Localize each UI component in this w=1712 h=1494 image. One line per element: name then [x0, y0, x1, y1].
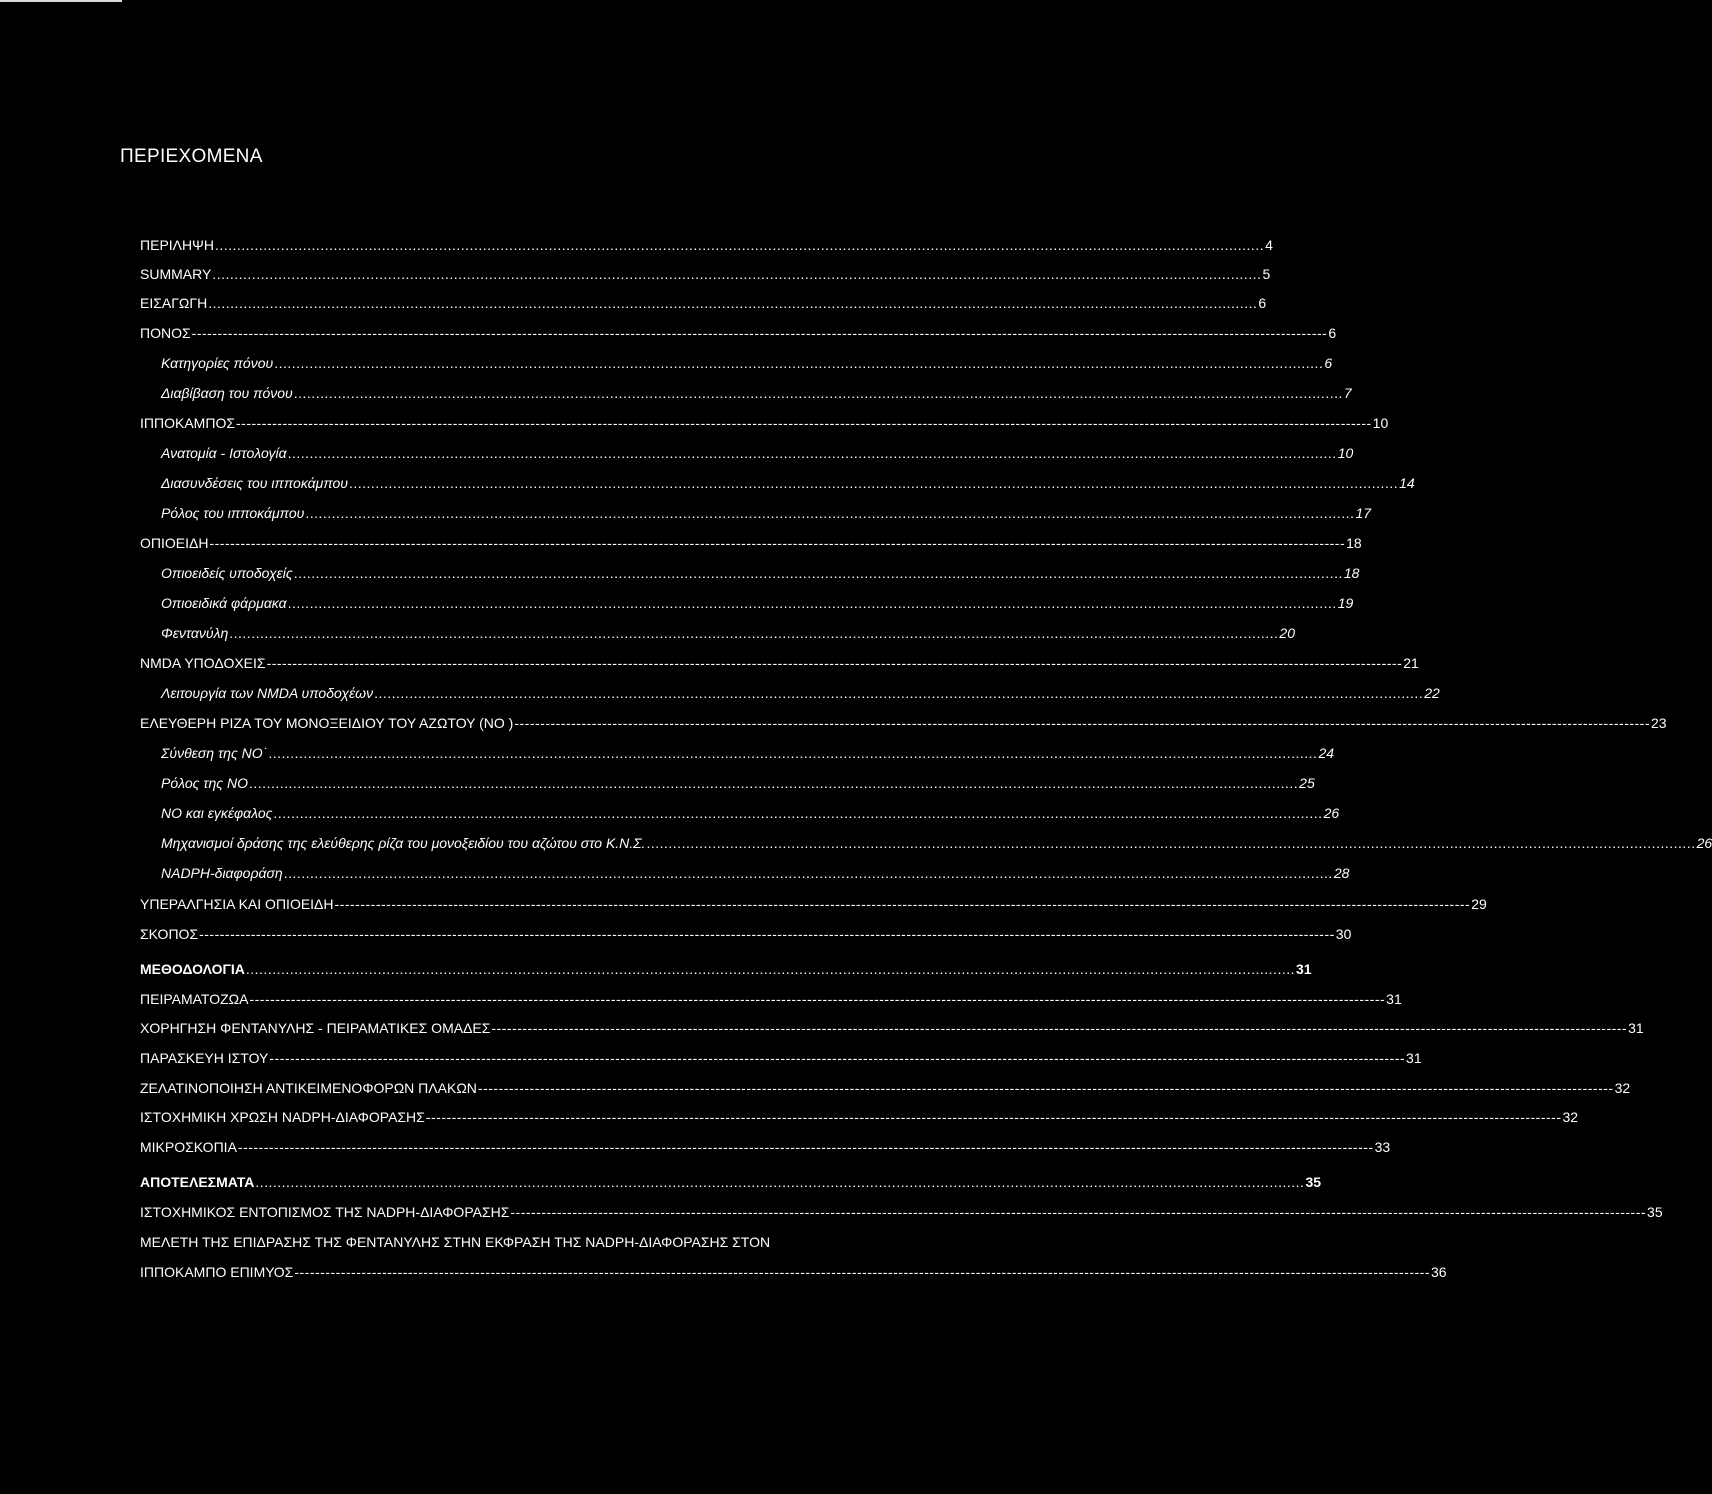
toc-entry-label: NO και εγκέφαλος: [161, 805, 273, 821]
toc-entry: [161, 680, 1440, 702]
toc-entry-page: 18: [1343, 565, 1360, 581]
toc-entry-label: Ρόλος της NO: [161, 775, 249, 791]
toc-entry-page: 26: [1696, 835, 1712, 851]
toc-leader: ...............................................................................................................................................................................................................................................: [214, 237, 1265, 253]
toc-entry-page: 6: [1258, 295, 1267, 311]
toc-entry-label: Ανατομία - Ιστολογία: [161, 445, 287, 461]
toc-entry-label: Σύνθεση της ΝΟ˙: [161, 745, 268, 761]
toc-entry-label: SUMMARY: [140, 266, 212, 282]
toc-entry-label: ΙΠΠΟΚΑΜΠΟ ΕΠΙΜΥΟΣ: [140, 1264, 294, 1280]
toc-entry: [161, 620, 1295, 642]
toc-leader: ...............................................................................................................................................................................................................................................: [229, 625, 1279, 641]
toc-entry: [161, 500, 1372, 522]
toc-entry-page: 25: [1299, 775, 1315, 791]
toc-leader: ...............................................................................................................................................................................................................................................: [208, 295, 1258, 311]
toc-entry: [140, 1169, 1322, 1191]
toc-leader: ----------------------------------------------------------------------------------------------------------------------------------------------------------------------------------------------------------------------------: [237, 1139, 1374, 1155]
toc-leader: ----------------------------------------------------------------------------------------------------------------------------------------------------------------------------------------------------------------------------: [209, 535, 1346, 551]
toc-entry: [140, 921, 1352, 943]
toc-entry: [140, 1134, 1391, 1156]
toc-entry: [161, 860, 1350, 882]
toc-entry-label: ΥΠΕΡΑΛΓΗΣΙΑ ΚΑΙ ΟΠΙΟΕΙΔΗ: [140, 896, 334, 912]
toc-leader: ...............................................................................................................................................................................................................................................: [268, 745, 1318, 761]
toc-entry: [140, 1075, 1631, 1097]
toc-leader: ...............................................................................................................................................................................................................................................: [287, 445, 1337, 461]
toc-leader: ----------------------------------------------------------------------------------------------------------------------------------------------------------------------------------------------------------------------------: [236, 415, 1372, 431]
toc-entry: [161, 350, 1333, 372]
toc-entry-page: 26: [1323, 805, 1340, 821]
toc-entry-label: Οπιοειδικά φάρμακα: [161, 595, 287, 611]
toc-entry-page: 22: [1424, 685, 1440, 701]
toc-leader: ...............................................................................................................................................................................................................................................: [293, 565, 1343, 581]
page-title: ΠΕΡΙΕΧΟΜΕΝΑ: [120, 146, 263, 167]
toc-entry: [140, 956, 1312, 978]
toc-entry-label: ΣΚΟΠΟΣ: [140, 926, 199, 942]
toc-entry-page: 31: [1386, 991, 1402, 1007]
toc-entry-page: 5: [1262, 266, 1271, 282]
toc-leader: ----------------------------------------------------------------------------------------------------------------------------------------------------------------------------------------------------------------------------: [199, 926, 1335, 942]
toc-entry: [140, 650, 1419, 672]
toc-leader: ----------------------------------------------------------------------------------------------------------------------------------------------------------------------------------------------------------------------------: [334, 896, 1471, 912]
toc-leader: ...............................................................................................................................................................................................................................................: [283, 865, 1333, 881]
toc-entry-label: ΙΠΠΟΚΑΜΠΟΣ: [140, 415, 235, 431]
toc-entry-page: 10: [1372, 415, 1389, 431]
toc-entry-label: NMDA ΥΠΟΔΟΧΕΙΣ: [140, 655, 266, 671]
toc-entry: [140, 1045, 1422, 1067]
toc-entry-label: ΑΠΟΤΕΛΕΣΜΑΤΑ: [140, 1174, 255, 1190]
toc-entry-page: 30: [1335, 926, 1352, 942]
toc-entry-label: ΖΕΛΑΤΙΝΟΠΟΙΗΣΗ ΑΝΤΙΚΕΙΜΕΝΟΦΟΡΩΝ ΠΛΑΚΩΝ: [140, 1080, 477, 1096]
toc-entry-page: 19: [1337, 595, 1354, 611]
toc-entry: [140, 1199, 1663, 1221]
toc-entry-label: Κατηγορίες πόνου: [161, 355, 274, 371]
toc-entry-label: Διασυνδέσεις του ιπποκάμπου: [161, 475, 348, 491]
toc-leader: ...............................................................................................................................................................................................................................................: [305, 505, 1355, 521]
toc-entry: [140, 530, 1362, 552]
toc-entry-label: Φεντανύλη: [161, 625, 229, 641]
toc-entry-page: 10: [1337, 445, 1354, 461]
toc-entry: [140, 410, 1389, 432]
toc-entry: [161, 470, 1415, 492]
toc-entry: [161, 740, 1335, 762]
toc-entry-page: 36: [1431, 1264, 1447, 1280]
toc-leader: ...............................................................................................................................................................................................................................................: [348, 475, 1399, 491]
toc-entry: [161, 800, 1340, 822]
toc-entry-page: 28: [1333, 865, 1350, 881]
toc-entry-label: Λειτουργία των NMDA υποδοχέων: [161, 685, 374, 701]
toc-leader: ...............................................................................................................................................................................................................................................: [245, 961, 1296, 977]
toc-leader: ...............................................................................................................................................................................................................................................: [374, 685, 1424, 701]
toc-entry: [140, 290, 1267, 312]
toc-entry-label: ΙΣΤΟΧΗΜΙΚΟΣ ΕΝΤΟΠΙΣΜΟΣ ΤΗΣ NADPH-ΔΙΑΦΟΡΑΣΗΣ: [140, 1204, 510, 1220]
toc-entry-page: 6: [1324, 355, 1333, 371]
toc-leader: ----------------------------------------------------------------------------------------------------------------------------------------------------------------------------------------------------------------------------: [514, 715, 1651, 731]
toc-entry-label: ΕΛΕΥΘΕΡΗ ΡΙΖΑ ΤΟΥ ΜΟΝΟΞΕΙΔΙΟΥ ΤΟΥ ΑΖΩΤΟΥ (NO ): [140, 715, 514, 731]
toc-entry-page: 29: [1471, 896, 1487, 912]
toc-entry-page: 6: [1328, 325, 1337, 341]
toc-entry-page: 31: [1406, 1050, 1422, 1066]
toc-entry-page: 20: [1279, 625, 1295, 641]
toc-entry-label: ΕΙΣΑΓΩΓΗ: [140, 295, 208, 311]
toc-leader: ...............................................................................................................................................................................................................................................: [287, 595, 1337, 611]
toc-entry: [140, 710, 1667, 732]
toc-entry: [140, 891, 1487, 913]
toc-entry-page: 31: [1628, 1020, 1644, 1036]
toc-leader: ----------------------------------------------------------------------------------------------------------------------------------------------------------------------------------------------------------------------------: [191, 325, 1328, 341]
toc-entry: [140, 1259, 1447, 1281]
toc-entry-page: 14: [1399, 475, 1415, 491]
toc-entry: [161, 560, 1360, 582]
toc-entry: [140, 320, 1337, 342]
toc-entry-label: ΠΕΙΡΑΜΑΤΟΖΩΑ: [140, 991, 249, 1007]
toc-entry-label: ΧΟΡΗΓΗΣΗ ΦΕΝΤΑΝΥΛΗΣ - ΠΕΙΡΑΜΑΤΙΚΕΣ ΟΜΑΔΕΣ: [140, 1020, 491, 1036]
toc-leader: ...............................................................................................................................................................................................................................................: [249, 775, 1299, 791]
toc-leader: ----------------------------------------------------------------------------------------------------------------------------------------------------------------------------------------------------------------------------: [294, 1264, 1430, 1280]
toc-entry-label: ΠΟΝΟΣ: [140, 325, 191, 341]
toc-entry: [140, 232, 1273, 254]
toc-entry: [161, 830, 1712, 852]
toc-entry: [140, 1229, 861, 1251]
toc-entry-page: 35: [1305, 1174, 1322, 1190]
toc-entry-label: Οπιοειδείς υποδοχείς: [161, 565, 293, 581]
toc-leader: ----------------------------------------------------------------------------------------------------------------------------------------------------------------------------------------------------------------------------: [249, 991, 1386, 1007]
toc-leader: ----------------------------------------------------------------------------------------------------------------------------------------------------------------------------------------------------------------------------: [425, 1109, 1562, 1125]
toc-entry-page: 18: [1346, 535, 1362, 551]
toc-entry: [161, 440, 1354, 462]
toc-entry-label: ΟΠΙΟΕΙΔΗ: [140, 535, 209, 551]
toc-entry-page: 4: [1265, 237, 1273, 253]
toc-entry-page: 21: [1403, 655, 1419, 671]
toc-entry: [140, 1015, 1644, 1037]
toc-entry: [140, 1104, 1579, 1126]
toc-entry-page: 17: [1355, 505, 1372, 521]
toc-entry-label: ΠΕΡΙΛΗΨΗ: [140, 237, 214, 253]
toc-entry-page: 23: [1651, 715, 1667, 731]
toc-entry-label: Μηχανισμοί δράσης της ελεύθερης ρίζα του μονοξειδίου του αζώτου στο Κ.Ν.Σ.: [161, 835, 646, 851]
toc-leader: ...............................................................................................................................................................................................................................................: [255, 1174, 1305, 1190]
toc-entry-page: 32: [1562, 1109, 1579, 1125]
toc-entry-page: 35: [1647, 1204, 1663, 1220]
toc-entry: [161, 770, 1315, 792]
toc-entry-label: ΜΕΛΕΤΗ ΤΗΣ ΕΠΙΔΡΑΣΗΣ ΤΗΣ ΦΕΝΤΑΝΥΛΗΣ ΣΤΗΝ ΕΚΦΡΑΣΗ ΤΗΣ NADPH-ΔΙΑΦΟΡΑΣΗΣ ΣΤΟΝ: [140, 1234, 771, 1250]
toc-leader: ...............................................................................................................................................................................................................................................: [212, 266, 1262, 282]
toc-entry-label: ΙΣΤΟΧΗΜΙΚΗ ΧΡΩΣΗ NADPH-ΔΙΑΦΟΡΑΣΗΣ: [140, 1109, 425, 1125]
toc-entry-page: 33: [1374, 1139, 1391, 1155]
toc-entry: [161, 380, 1352, 402]
toc-entry-label: Ρόλος του ιπποκάμπου: [161, 505, 305, 521]
toc-entry-label: ΜΙΚΡΟΣΚΟΠΙΑ: [140, 1139, 237, 1155]
toc-leader: ----------------------------------------------------------------------------------------------------------------------------------------------------------------------------------------------------------------------------: [491, 1020, 1628, 1036]
toc-entry-label: ΜΕΘΟΔΟΛΟΓΙΑ: [140, 961, 245, 977]
toc-entry-page: 7: [1343, 385, 1352, 401]
toc-entry-page: 32: [1614, 1080, 1631, 1096]
toc-leader: ...............................................................................................................................................................................................................................................: [274, 355, 1324, 371]
toc-entry-page: 24: [1318, 745, 1335, 761]
toc-entry-page: 31: [1296, 961, 1312, 977]
toc-entry: [140, 261, 1271, 283]
toc-leader: ...............................................................................................................................................................................................................................................: [293, 385, 1343, 401]
toc-entry-label: ΠΑΡΑΣΚΕΥΗ ΙΣΤΟΥ: [140, 1050, 269, 1066]
toc-leader: ----------------------------------------------------------------------------------------------------------------------------------------------------------------------------------------------------------------------------: [510, 1204, 1647, 1220]
toc-entry-label: Διαβίβαση του πόνου: [161, 385, 293, 401]
toc-leader: ----------------------------------------------------------------------------------------------------------------------------------------------------------------------------------------------------------------------------: [269, 1050, 1406, 1066]
toc-entry: [161, 590, 1354, 612]
toc-leader: ----------------------------------------------------------------------------------------------------------------------------------------------------------------------------------------------------------------------------: [266, 655, 1403, 671]
toc-entry: [140, 986, 1402, 1008]
toc-entry-label: NADPH-διαφοράση: [161, 865, 283, 881]
toc-leader: ...............................................................................................................................................................................................................................................: [273, 805, 1323, 821]
toc-leader: ...............................................................................................................................................................................................................................................: [646, 835, 1696, 851]
toc-leader: ----------------------------------------------------------------------------------------------------------------------------------------------------------------------------------------------------------------------------: [477, 1080, 1614, 1096]
